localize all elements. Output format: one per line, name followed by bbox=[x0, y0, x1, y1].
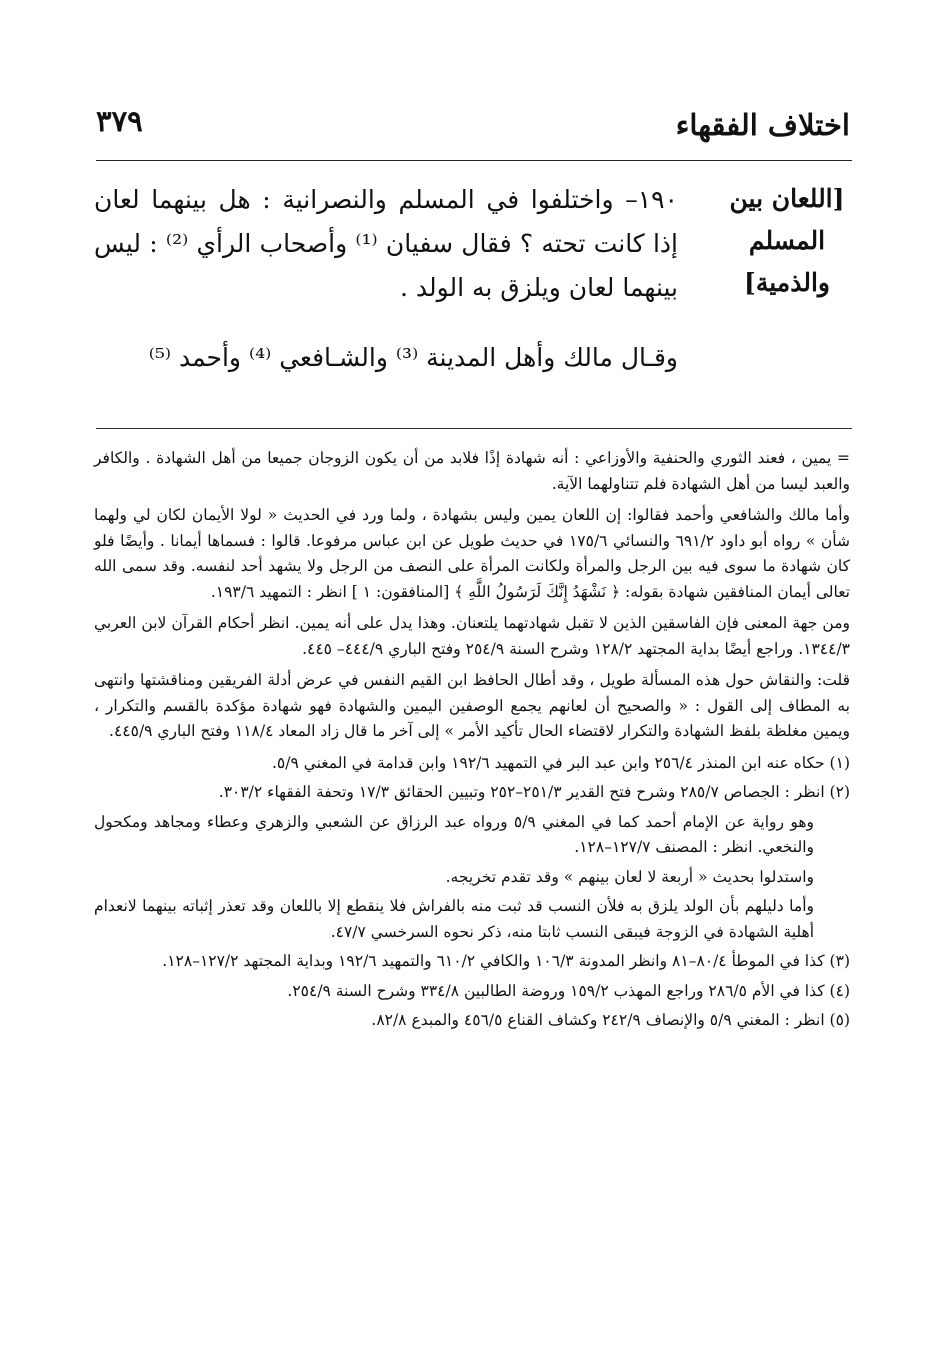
footnote-2-continuation: وأما دليلهم بأن الولد يلزق به فلأن النسب قد ثبت منه بالفراش فلا ينقطع إلا باللعان وقد تعذر إثباته بينهما لانعدام أهلية الشهادة في الزوجة فيبقى النسب ثابتا منه، ذكر نحوه السرخسي ٤٧/٧. bbox=[94, 897, 814, 941]
main-paragraph: وقـال مالك وأهل المدينة ⁽³⁾ والشـافعي ⁽⁴⁾ وأحمد ⁽⁵⁾ bbox=[148, 343, 678, 372]
footnote-2: (٢) انظر : الجصاص ٢٨٥/٧ وشرح فتح القدير ٢٥١/٣–٢٥٢ وتبيين الحقائق ١٧/٣ وتحفة الفقهاء ٣٠٣/٢. bbox=[218, 783, 850, 801]
footnote-continuation: وأما مالك والشافعي وأحمد فقالوا: إن اللعان يمين وليس بشهادة ، ولما ورد في الحديث « لولا الأيمان لكان لي ولهما شأن » رواه أبو داود ٦٩١/٢ والنسائي ١٧٥/٦ في حديث طويل عن ابن عباس مرفوعا. قالوا : فسماها أيمانا . وأيضًا فلو كان شهادة ما سوى فيه بين الرجل والمرأة ولكانت المرأة على النصف من الرجل ولا يشهد أحد لنفسه. وقد سمى الله تعالى أيمان المنافقين شهادة بقوله: ﴿ نَشْهَدُ إِنَّكَ لَرَسُولُ اللَّهِ ﴾ [المنافقون: ١ ] انظر : التمهيد ١٩٣/٦. bbox=[94, 506, 850, 601]
footnote-5: (٥) انظر : المغني ٥/٩ والإنصاف ٢٤٢/٩ وكشاف القناع ٤٥٦/٥ والمبدع ٨٢/٨. bbox=[371, 1011, 850, 1029]
running-title: اختلاف الفقهاء bbox=[675, 108, 850, 142]
footnote-4: (٤) كذا في الأم ٢٨٦/٥ وراجع المهذب ١٥٩/٢ وروضة الطالبين ٣٣٤/٨ وشرح السنة ٢٥٤/٩. bbox=[287, 981, 850, 1000]
margin-heading-line: [اللعان بين bbox=[729, 184, 845, 213]
footnote-2-continuation: وهو رواية عن الإمام أحمد كما في المغني ٥/٩ ورواه عبد الرزاق عن الشعبي والزهري وعطاء ومجاهد ومكحول والنخعي. انظر : المصنف ١٢٧/٧–١٢٨. bbox=[94, 812, 814, 856]
page-number: ٣٧٩ bbox=[96, 104, 143, 138]
footnote-3: (٣) كذا في الموطأ ٨٠/٤–٨١ وانظر المدونة ١٠٦/٣ والكافي ٦١٠/٢ والتمهيد ١٩٢/٦ وبداية المجتهد ١٢٧/٢–١٢٨. bbox=[162, 952, 850, 970]
margin-heading-line: والذمية] bbox=[744, 268, 830, 297]
footnote-2-continuation: واستدلوا بحديث « أربعة لا لعان بينهم » وقد تقدم تخريجه. bbox=[445, 867, 814, 886]
main-text bbox=[94, 178, 678, 380]
footnotes bbox=[94, 446, 850, 1038]
footnote-divider bbox=[96, 428, 852, 429]
margin-heading bbox=[724, 178, 850, 304]
footnote-continuation: ومن جهة المعنى فإن الفاسقين الذين لا تقبل شهادتهما يلتعنان. وهذا يدل على أنه يمين. انظر أحكام القرآن لابن العربي ١٣٤٤/٣. وراجع أيضًا بداية المجتهد ١٢٨/٢ وشرح السنة ٢٥٤/٩ وفتح الباري ٤٤٤/٩– ٤٤٥. bbox=[94, 614, 850, 658]
header-divider bbox=[96, 160, 852, 161]
footnote-1: (١) حكاه عنه ابن المنذر ٢٥٦/٤ وابن عبد البر في التمهيد ١٩٢/٦ وابن قدامة في المغني ٥/٩. bbox=[271, 753, 850, 772]
footnote-continuation: قلت: والنقاش حول هذه المسألة طويل ، وقد أطال الحافظ ابن القيم النفس في عرض أدلة الفريقين ومناقشتها وانتهى به المطاف إلى القول : « والصحيح أن لعانهم يجمع الوصفين اليمين والشهادة فهو شهادة مؤكدة بالقسم والتكرار ، ويمين مغلظة بلفظ الشهادة والتكرار لاقتضاء الحال تأكيد الأمر » إلى آخر ما قال زاد المعاد ١١٨/٤ وفتح الباري ٤٤٥/٩. bbox=[94, 671, 850, 740]
footnote-continuation: = يمين ، فعند الثوري والحنفية والأوزاعي : أنه شهادة إذًا فلابد من أن يكون الزوجان جميعا من أهل الشهادة . والكافر والعبد ليسا من أهل الشهادة فلم تتناولهما الآية. bbox=[94, 449, 850, 493]
main-paragraph: ١٩٠– واختلفوا في المسلم والنصرانية : هل بينهما لعان إذا كانت تحته ؟ فقال سفيان ⁽¹⁾ وأصحاب الرأي ⁽²⁾ : ليس بينهما لعان ويلزق به الولد . bbox=[94, 185, 678, 302]
margin-heading-line: المسلم bbox=[748, 226, 826, 255]
